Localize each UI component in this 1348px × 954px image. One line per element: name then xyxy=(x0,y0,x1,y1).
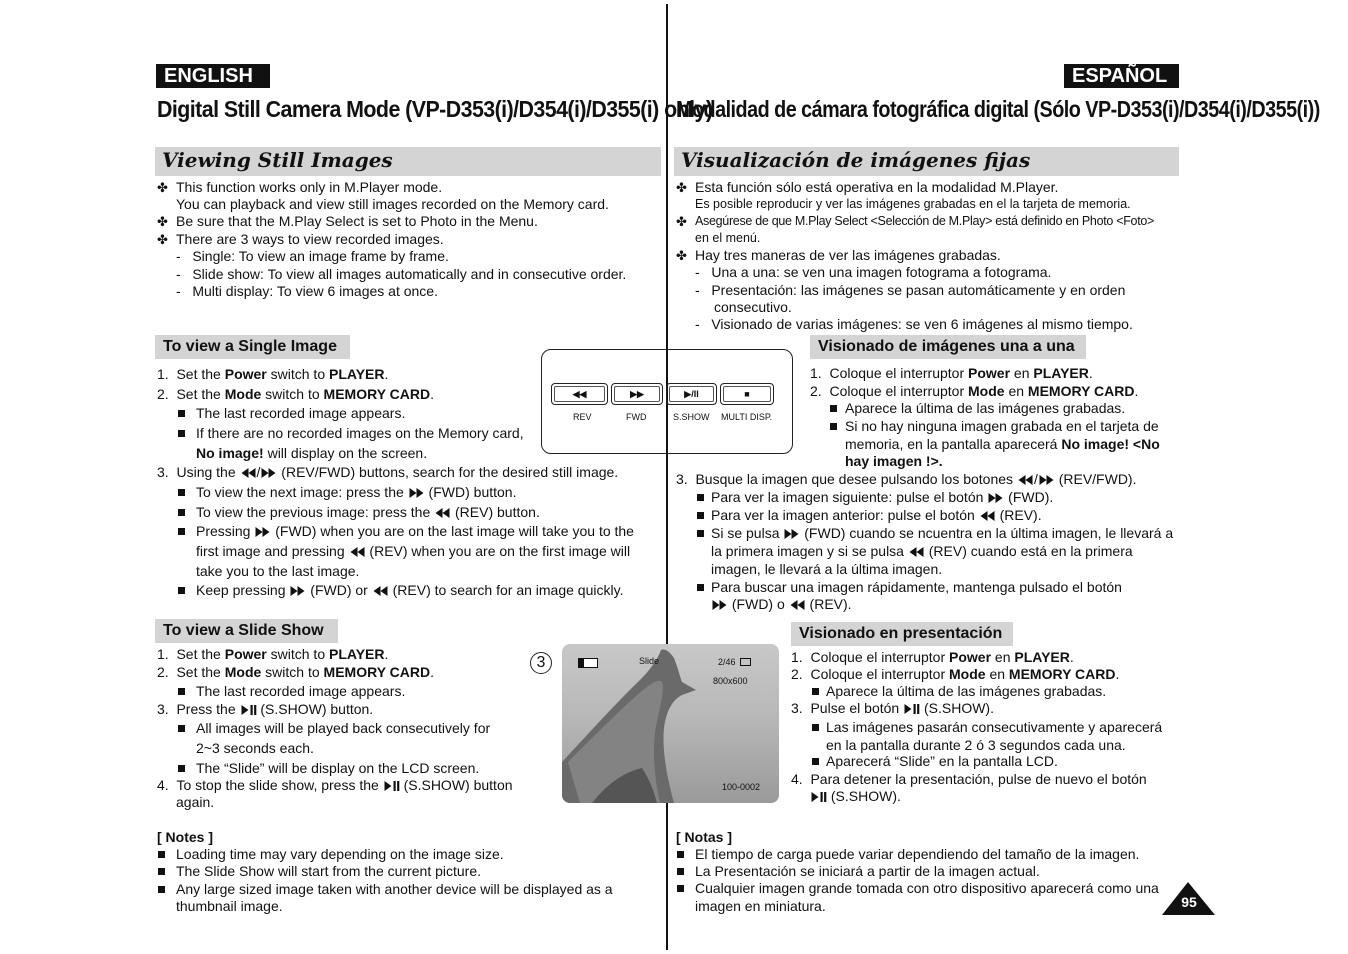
step-line: 3. Press the (S.SHOW) button. xyxy=(157,701,374,717)
step-line: 2. Coloque el interruptor Mode en MEMORY CARD. xyxy=(791,666,1120,682)
note-line: El tiempo de carga puede variar dependiendo del tamaño de la imagen. xyxy=(695,846,1140,862)
rev-icon xyxy=(789,599,806,611)
fwd-button: ▶▶ xyxy=(611,383,663,405)
bullet-line: Keep pressing (FWD) or (REV) to search for an image quickly. xyxy=(196,582,624,598)
lcd-file-number: 100-0002 xyxy=(722,782,761,792)
bullet-line: la primera imagen y si se pulsa (REV) cuando está en la primera xyxy=(711,543,1133,559)
bullet-line: Aparece la última de las imágenes grabadas. xyxy=(826,683,1107,699)
step-line: 4. Para detener la presentación, pulse de nuevo el botón xyxy=(791,771,1147,787)
fwd-icon xyxy=(254,526,271,538)
intro-line: - Slide show: To view all images automatically and in consecutive order. xyxy=(176,266,627,282)
page-title-english: Digital Still Camera Mode (VP-D353(i)/D354(i)/D355(i) only) xyxy=(157,96,713,122)
page-number-badge xyxy=(1162,882,1216,916)
bullet-line: (FWD) o (REV). xyxy=(711,596,852,613)
rev-icon xyxy=(908,546,925,558)
battery-icon xyxy=(578,658,598,668)
rev-button: ◀◀ xyxy=(551,383,608,405)
page-divider xyxy=(666,4,668,950)
section-title-english: Viewing Still Images xyxy=(162,148,393,172)
lcd-mode-text: Slide xyxy=(639,656,660,666)
fwd-icon xyxy=(408,487,425,499)
fwd-label: FWD xyxy=(626,412,647,422)
intro-line: Be sure that the M.Play Select is set to Photo in the Menu. xyxy=(176,213,538,229)
play-pause-icon xyxy=(810,791,827,803)
notes-heading: [ Notes ] xyxy=(157,829,213,845)
bullet-line: imagen, le llevará a la última imagen. xyxy=(711,561,943,577)
fwd-icon xyxy=(711,599,728,611)
play-pause-icon xyxy=(240,704,257,716)
step-line: 1. Set the Power switch to PLAYER. xyxy=(157,366,389,382)
bullet-line: Aparece la última de las imágenes grabadas. xyxy=(845,400,1126,416)
note-line: Cualquier imagen grande tomada con otro dispositivo aparecerá como una xyxy=(695,880,1159,896)
intro-line: Asegúrese de que M.Play Select <Selección de M.Play> está definido en Photo <Foto> xyxy=(695,214,1155,228)
rev-icon xyxy=(434,507,451,519)
fwd-icon xyxy=(1038,474,1055,486)
intro-line: - Visionado de varias imágenes: se ven 6 imágenes al mismo tiempo. xyxy=(695,316,1133,332)
bullet-line: Si se pulsa (FWD) cuando se ncuentra en la última imagen, le llevará a xyxy=(711,525,1174,541)
step-line: 3. Pulse el botón (S.SHOW). xyxy=(791,700,994,716)
fwd-icon xyxy=(260,467,277,479)
rev-icon xyxy=(372,585,389,597)
section-bar-spanish xyxy=(674,147,1179,176)
note-line: thumbnail image. xyxy=(176,898,283,914)
bullet-line: take you to the last image. xyxy=(196,563,360,579)
notes-heading: [ Notas ] xyxy=(676,829,732,845)
step-line: 4. To stop the slide show, press the (S.SHOW) button xyxy=(157,777,513,793)
bullet-line: The “Slide” will be display on the LCD screen. xyxy=(196,760,480,776)
step-line: (S.SHOW). xyxy=(810,788,901,805)
sshow-button: ▶/II xyxy=(666,383,717,405)
step-line: 3. Using the / (REV/FWD) buttons, search for the desired still image. xyxy=(157,464,619,480)
sshow-label: S.SHOW xyxy=(673,412,710,422)
bullet-line: To view the previous image: press the (REV) button. xyxy=(196,504,540,520)
lcd-screen xyxy=(562,644,779,803)
bullet-line: To view the next image: press the (FWD) button. xyxy=(196,484,517,500)
step-line: 2. Set the Mode switch to MEMORY CARD. xyxy=(157,664,434,680)
step-line: 1. Coloque el interruptor Power en PLAYER. xyxy=(810,365,1093,381)
step-line: 2. Coloque el interruptor Mode en MEMORY CARD. xyxy=(810,383,1139,399)
intro-line: Es posible reproducir y ver las imágenes grabadas en el la tarjeta de memoria. xyxy=(695,197,1131,211)
bullet-line: memoria, en la pantalla aparecerá No image! <No xyxy=(845,436,1160,452)
subheading-single-image-es: Visionado de imágenes una a una xyxy=(810,335,1086,359)
intro-line: You can playback and view still images recorded on the Memory card. xyxy=(176,196,609,212)
memory-card-icon xyxy=(740,658,751,666)
bullet-line: en la pantalla durante 2 ó 3 segundos cada una. xyxy=(826,737,1126,753)
intro-line: - Una a una: se ven una imagen fotograma a fotograma. xyxy=(695,264,1052,280)
bullet-line: Si no hay ninguna imagen grabada en el tarjeta de xyxy=(845,418,1159,434)
intro-line: - Presentación: las imágenes se pasan automáticamente y en orden xyxy=(695,282,1126,298)
note-line: Loading time may vary depending on the image size. xyxy=(176,846,504,862)
play-pause-icon xyxy=(383,780,400,792)
step-line: 2. Set the Mode switch to MEMORY CARD. xyxy=(157,386,434,402)
intro-line: This function works only in M.Player mode. xyxy=(176,179,443,195)
note-line: The Slide Show will start from the current picture. xyxy=(176,863,482,879)
bullet-line: hay imagen !>. xyxy=(845,453,943,469)
intro-line: - Single: To view an image frame by frame. xyxy=(176,248,449,264)
intro-line: - Multi display: To view 6 images at once. xyxy=(176,283,438,299)
bullet-line: 2~3 seconds each. xyxy=(196,740,314,756)
step-line: 3. Busque la imagen que desee pulsando los botones / (REV/FWD). xyxy=(676,471,1137,487)
bullet-line: All images will be played back consecutively for xyxy=(196,720,491,736)
subheading-slide-show-es: Visionado en presentación xyxy=(791,622,1013,646)
bullet-line: The last recorded image appears. xyxy=(196,683,406,699)
intro-line: en el menú. xyxy=(695,231,761,245)
intro-line: consecutivo. xyxy=(714,299,792,315)
language-label-english: ENGLISH xyxy=(156,64,270,88)
multi-disp-label: MULTI DISP. xyxy=(721,412,773,422)
rev-icon xyxy=(240,467,257,479)
bullet-line: Para ver la imagen anterior: pulse el botón (REV). xyxy=(711,507,1042,523)
bullet-line: No image! will display on the screen. xyxy=(196,445,428,461)
bullet-line: Las imágenes pasarán consecutivamente y aparecerá xyxy=(826,719,1163,735)
rev-icon xyxy=(1017,474,1034,486)
page-number: 95 xyxy=(1181,894,1197,910)
note-line: imagen en miniatura. xyxy=(695,898,826,914)
note-line: La Presentación se iniciará a partir de la imagen actual. xyxy=(695,863,1040,879)
bullet-line: Para buscar una imagen rápidamente, mantenga pulsado el botón xyxy=(711,579,1122,595)
subheading-single-image: To view a Single Image xyxy=(155,335,350,359)
rev-label: REV xyxy=(573,412,592,422)
page-title-spanish: Modalidad de cámara fotográfica digital (Sólo VP-D353(i)/D354(i)/D355(i)) xyxy=(676,96,1320,122)
bullet-line: If there are no recorded images on the Memory card, xyxy=(196,425,524,441)
bullet-line: first image and pressing (REV) when you are on the first image will xyxy=(196,543,631,559)
rev-icon xyxy=(979,510,996,522)
fwd-icon xyxy=(783,528,800,540)
intro-line: Hay tres maneras de ver las imágenes grabadas. xyxy=(695,247,1001,263)
play-pause-icon xyxy=(903,703,920,715)
intro-line: There are 3 ways to view recorded images. xyxy=(176,231,444,247)
bullet-line: Aparecerá “Slide” en la pantalla LCD. xyxy=(826,753,1058,769)
rev-icon xyxy=(349,546,366,558)
step-line: 1. Set the Power switch to PLAYER. xyxy=(157,646,389,662)
intro-line: Esta función sólo está operativa en la modalidad M.Player. xyxy=(695,179,1059,195)
step-line: 1. Coloque el interruptor Power en PLAYER. xyxy=(791,649,1074,665)
lcd-counter: 2/46 xyxy=(718,657,736,667)
note-line: Any large sized image taken with another device will be displayed as a xyxy=(176,881,613,897)
step-number-badge: 3 xyxy=(530,652,552,674)
fwd-icon xyxy=(987,492,1004,504)
bullet-line: Pressing (FWD) when you are on the last image will take you to the xyxy=(196,523,634,539)
section-bar-english xyxy=(155,147,661,176)
section-title-spanish: Visualización de imágenes fijas xyxy=(681,148,1031,172)
step-line: again. xyxy=(176,794,215,810)
subheading-slide-show: To view a Slide Show xyxy=(155,619,338,643)
lcd-resolution: 800x600 xyxy=(713,676,748,686)
fwd-icon xyxy=(289,585,306,597)
bullet-line: Para ver la imagen siguiente: pulse el botón (FWD). xyxy=(711,489,1054,505)
multi-disp-button: ■ xyxy=(720,383,774,405)
bullet-line: The last recorded image appears. xyxy=(196,405,406,421)
language-label-spanish: ESPAÑOL xyxy=(1064,64,1179,88)
